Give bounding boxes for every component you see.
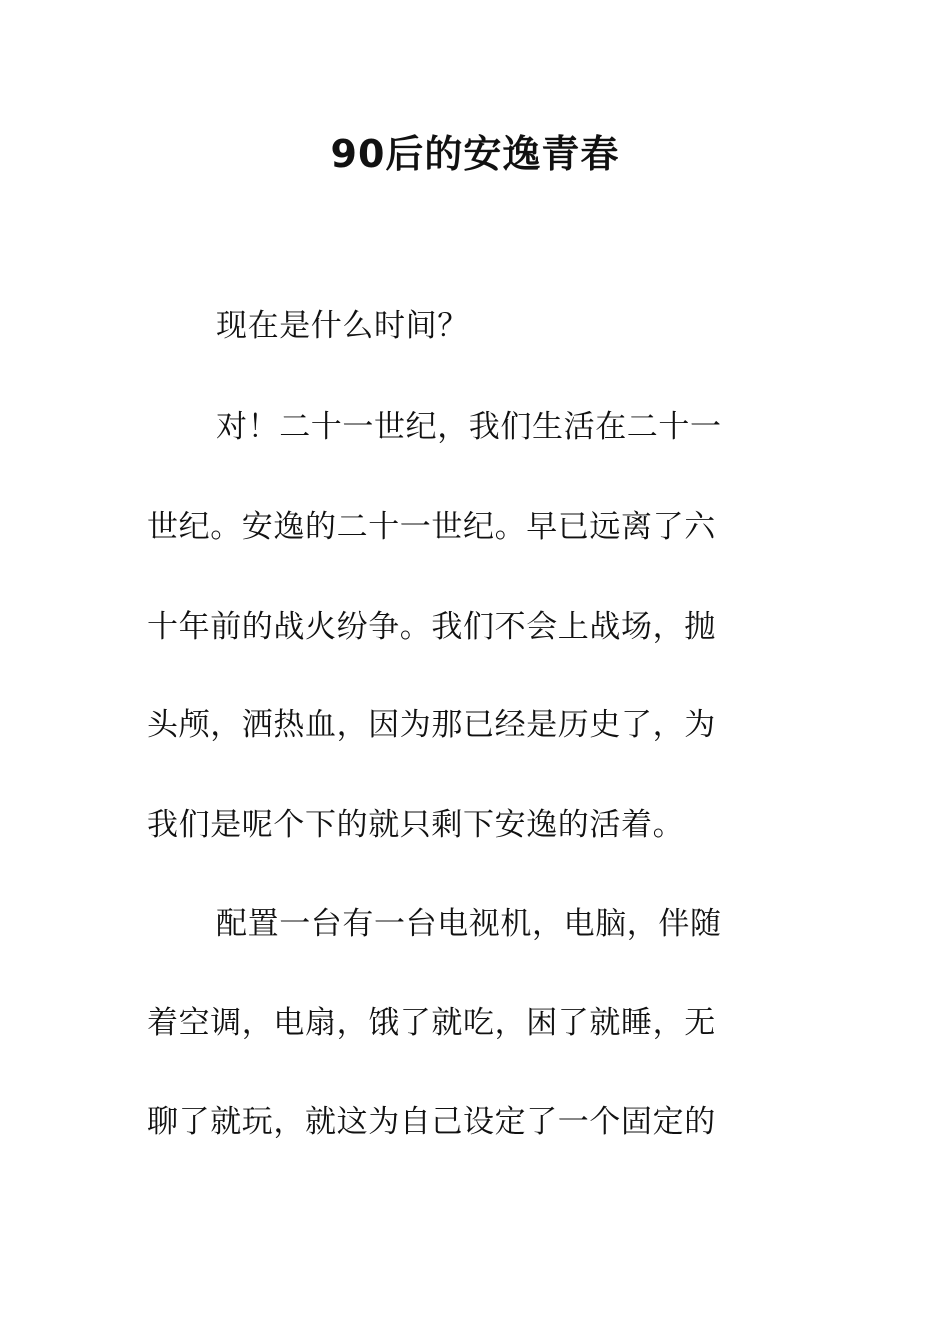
paragraph-2-line-1: 对！二十一世纪，我们生活在二十一 xyxy=(216,409,722,445)
paragraph-2-line-2: 世纪。安逸的二十一世纪。早已远离了六 xyxy=(147,509,716,545)
document-title: 90后的安逸青春 xyxy=(330,132,620,176)
paragraph-1-line-1: 现在是什么时间？ xyxy=(216,308,469,344)
paragraph-2-line-5: 我们是呢个下的就只剩下安逸的活着。 xyxy=(147,807,685,843)
paragraph-3-line-3: 聊了就玩，就这为自己设定了一个固定的 xyxy=(147,1104,716,1140)
paragraph-3-line-2: 着空调，电扇，饿了就吃，困了就睡，无 xyxy=(147,1005,716,1041)
paragraph-3-line-1: 配置一台有一台电视机，电脑，伴随 xyxy=(216,906,722,942)
paragraph-2-line-3: 十年前的战火纷争。我们不会上战场，抛 xyxy=(147,609,716,645)
paragraph-2-line-4: 头颅，洒热血，因为那已经是历史了，为 xyxy=(147,707,716,743)
